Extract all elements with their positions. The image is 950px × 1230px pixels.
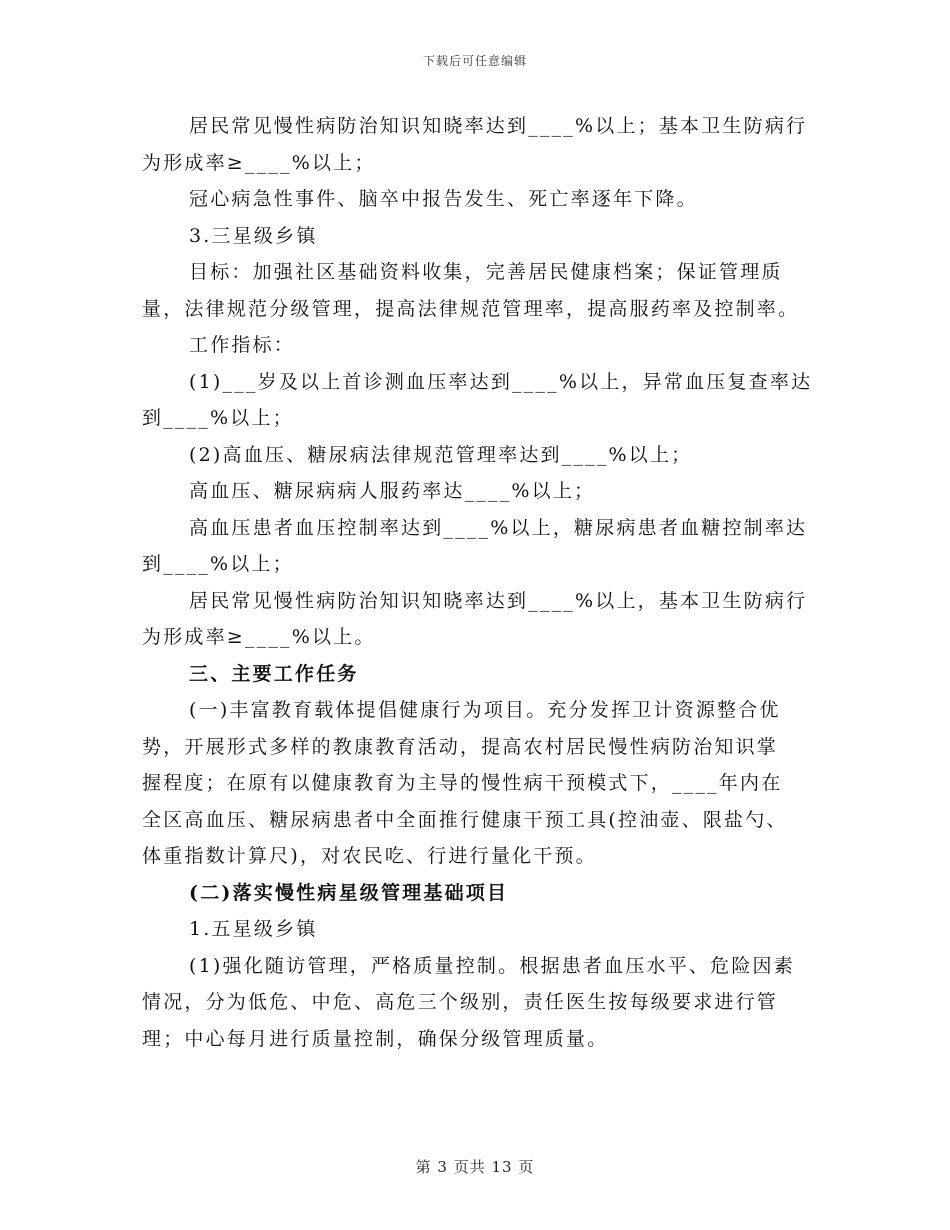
text-line: 居民常见慢性病防治知识知晓率达到____%以上，基本卫生防病行: [189, 589, 808, 612]
text-line: 量，法律规范分级管理，提高法律规范管理率，提高服药率及控制率。: [142, 297, 800, 320]
text-line: (一)丰富教育载体提倡健康行为项目。充分发挥卫计资源整合优: [189, 699, 781, 721]
text-line: 体重指数计算尺)，对农民吃、行进行量化干预。: [142, 845, 597, 867]
text-line: (2)高血压、糖尿病法律规范管理率达到____%以上；: [189, 443, 693, 466]
section-heading: 三、主要工作任务: [189, 662, 359, 685]
text-line: 3.三星级乡镇: [189, 224, 318, 247]
text-line: 为形成率≥____%以上。: [142, 626, 376, 648]
text-line: 为形成率≥____%以上；: [142, 151, 376, 174]
text-line: 情况，分为低危、中危、高危三个级别，责任医生按每级要求进行管: [142, 991, 779, 1013]
page-footer: 第 3 页共 13 页: [415, 1158, 535, 1176]
text-line: 目标：加强社区基础资料收集，完善居民健康档案；保证管理质: [189, 261, 783, 283]
text-line: 1.五星级乡镇: [189, 918, 318, 940]
text-line: 理；中心每月进行质量控制，确保分级管理质量。: [142, 1027, 609, 1050]
text-line: 握程度；在原有以健康教育为主导的慢性病干预模式下，____年内在: [142, 772, 783, 794]
text-line: 到____%以上；: [142, 553, 294, 575]
text-line: 冠心病急性事件、脑卒中报告发生、死亡率逐年下降。: [189, 188, 698, 210]
text-line: 居民常见慢性病防治知识知晓率达到____%以上；基本卫生防病行: [189, 115, 808, 137]
document-body: [142, 108, 813, 1057]
section-heading: (二)落实慢性病星级管理基础项目: [189, 881, 509, 904]
text-line: 高血压、糖尿病病人服药率达____%以上；: [189, 480, 596, 502]
text-line: (1)强化随访管理，严格质量控制。根据患者血压水平、危险因素: [189, 954, 795, 977]
page-header: 下载后可任意编辑: [422, 54, 527, 68]
text-line: 全区高血压、糖尿病患者中全面推行健康干预工具(控油壶、限盐勺、: [142, 808, 788, 831]
text-line: 工作指标：: [189, 334, 296, 356]
text-line: 到____%以上；: [142, 407, 294, 429]
text-line: 高血压患者血压控制率达到____%以上，糖尿病患者血糖控制率达: [189, 516, 808, 539]
text-line: 势，开展形式多样的教康教育活动，提高农村居民慢性病防治知识掌: [142, 735, 779, 758]
text-line: (1)___岁及以上首诊测血压率达到____%以上，异常血压复查率达: [189, 370, 813, 393]
